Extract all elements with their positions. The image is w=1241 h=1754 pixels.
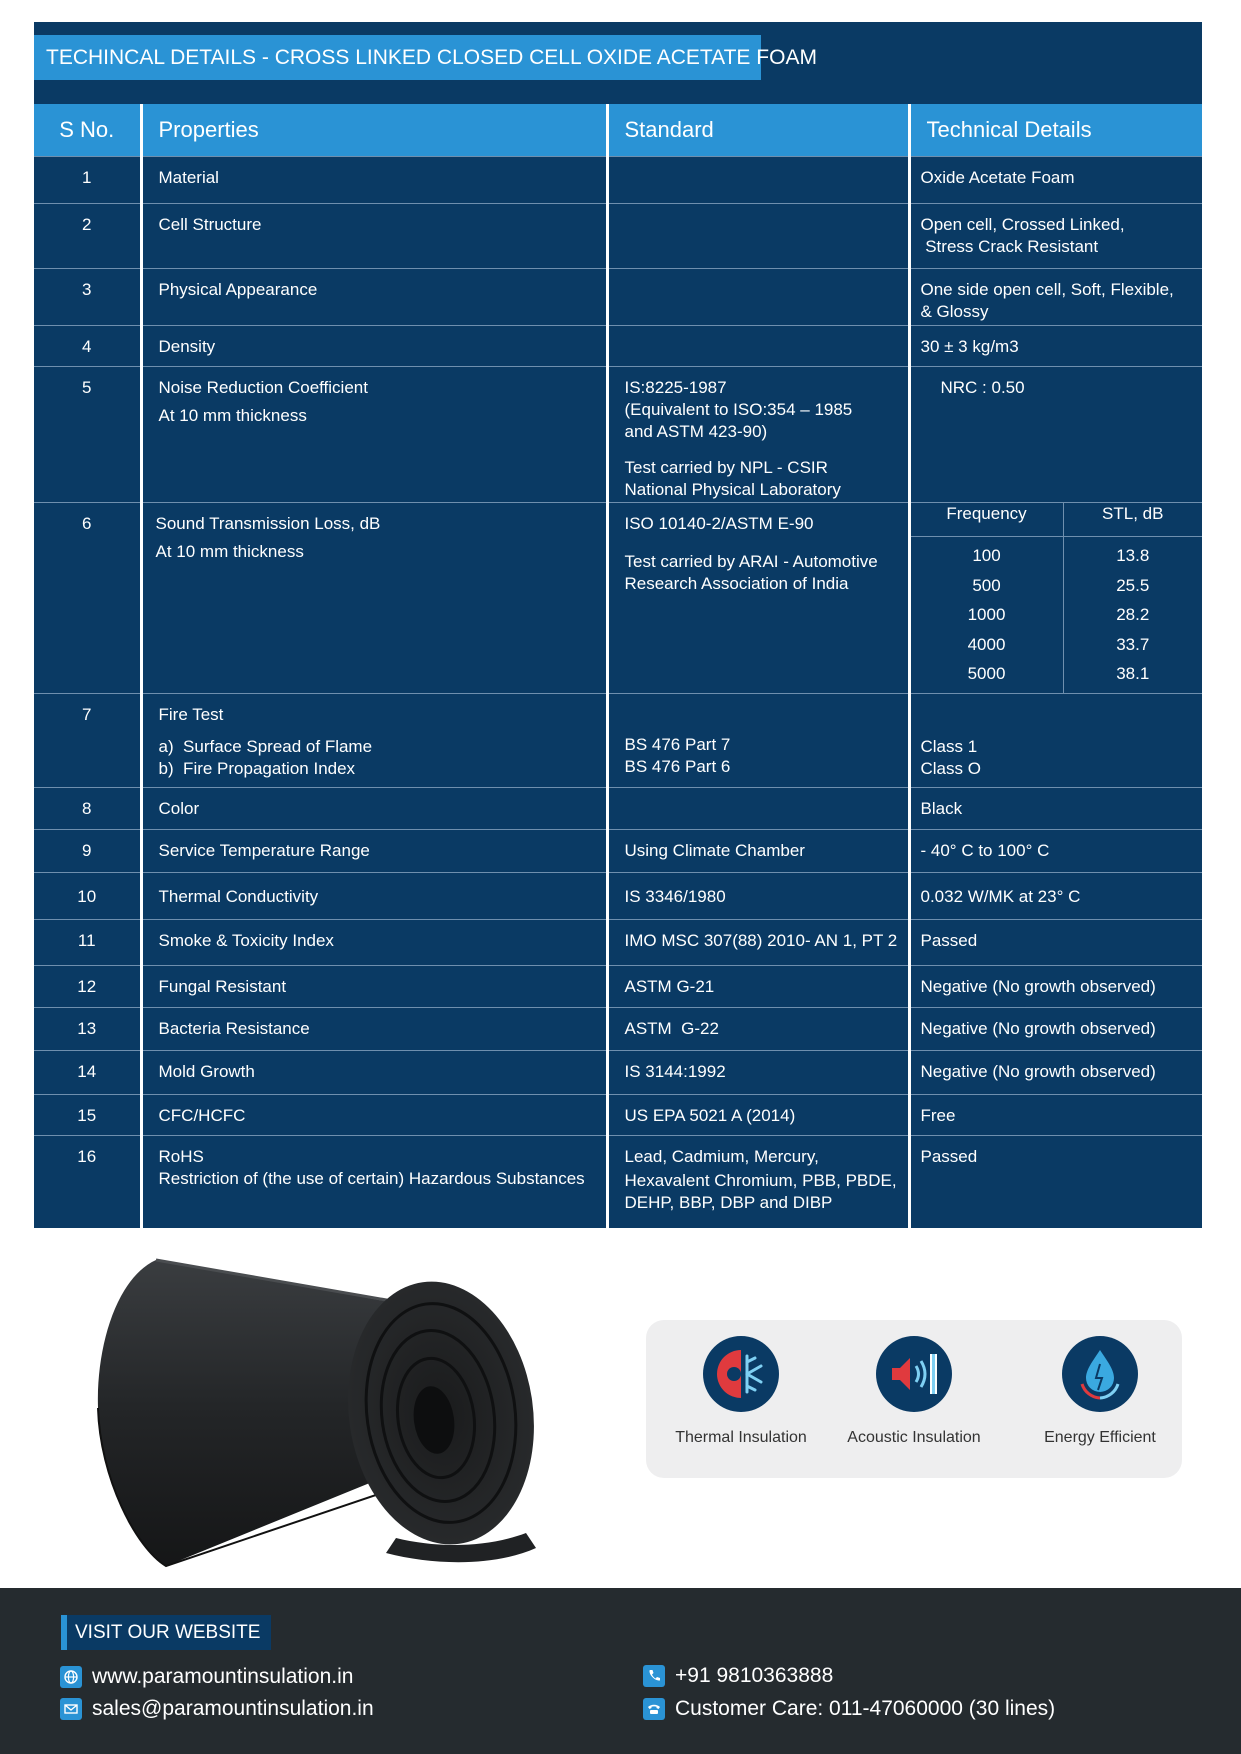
customer-care-link[interactable]: Customer Care: 011-47060000 (30 lines) [643, 1697, 1055, 1721]
row-number: 14 [34, 1050, 141, 1094]
feature-badges [646, 1320, 1182, 1478]
table-row [34, 1135, 1202, 1229]
details-cell: 0.032 W/MK at 23° C [909, 872, 1202, 919]
stl-header-frequency: Frequency [911, 503, 1064, 537]
row-number: 16 [34, 1135, 141, 1229]
row-number: 12 [34, 965, 141, 1007]
table-row [34, 1050, 1202, 1094]
row-number: 1 [34, 157, 141, 204]
stl-row: 500 25.5 [911, 575, 1203, 605]
globe-icon [60, 1666, 82, 1688]
property-cell: Cell Structure [141, 204, 607, 269]
table-row [34, 367, 1202, 503]
property-cell: Smoke & Toxicity Index [141, 919, 607, 965]
foam-roll-image [96, 1248, 546, 1578]
stl-row: 5000 38.1 [911, 663, 1203, 693]
details-cell: - 40° C to 100° C [909, 829, 1202, 872]
details-cell: Open cell, Crossed Linked, Stress Crack Resistant [909, 204, 1202, 269]
standard-cell [607, 157, 909, 204]
details-cell: Passed [909, 919, 1202, 965]
email-link[interactable]: sales@paramountinsulation.in [60, 1697, 374, 1721]
table-row [34, 872, 1202, 919]
row-number: 10 [34, 872, 141, 919]
standard-cell [607, 787, 909, 829]
property-cell: Noise Reduction Coefficient At 10 mm thickness [141, 367, 607, 503]
energy-icon [1062, 1336, 1138, 1412]
row-number: 4 [34, 326, 141, 367]
page-title: TECHINCAL DETAILS - CROSS LINKED CLOSED CELL OXIDE ACETATE FOAM [34, 35, 761, 80]
property-cell: Color [141, 787, 607, 829]
standard-cell: Lead, Cadmium, Mercury, Hexavalent Chromium, PBB, PBDE, DEHP, BBP, DBP and DIBP [607, 1135, 909, 1229]
details-cell: Oxide Acetate Foam [909, 157, 1202, 204]
table-row [34, 693, 1202, 787]
row-number: 7 [34, 693, 141, 787]
row-number: 5 [34, 367, 141, 503]
property-cell: Material [141, 157, 607, 204]
stl-row: 4000 33.7 [911, 634, 1203, 664]
property-cell: Bacteria Resistance [141, 1007, 607, 1050]
stl-table [911, 503, 1203, 693]
table-row [34, 157, 1202, 204]
standard-cell: BS 476 Part 7 BS 476 Part 6 [607, 693, 909, 787]
standard-cell: ASTM G-22 [607, 1007, 909, 1050]
details-cell: 30 ± 3 kg/m3 [909, 326, 1202, 367]
standard-cell: Using Climate Chamber [607, 829, 909, 872]
standard-cell: ASTM G-21 [607, 965, 909, 1007]
standard-cell: ISO 10140-2/ASTM E-90 Test carried by ARAI - Automotive Research Association of India [607, 503, 909, 694]
property-cell: Sound Transmission Loss, dB At 10 mm thickness [141, 503, 607, 694]
property-cell: Density [141, 326, 607, 367]
table-row [34, 269, 1202, 326]
property-cell: RoHS Restriction of (the use of certain) Hazardous Substances [141, 1135, 607, 1229]
table-row [34, 1094, 1202, 1135]
details-cell: Negative (No growth observed) [909, 1050, 1202, 1094]
property-cell: Physical Appearance [141, 269, 607, 326]
table-row [34, 829, 1202, 872]
acoustic-icon [876, 1336, 952, 1412]
table-row [34, 1007, 1202, 1050]
row-number: 11 [34, 919, 141, 965]
stl-row: 1000 28.2 [911, 604, 1203, 634]
table-row [34, 326, 1202, 367]
col-header-properties: Properties [141, 104, 607, 157]
standard-cell: IS 3144:1992 [607, 1050, 909, 1094]
badge-thermal: Thermal Insulation [651, 1336, 831, 1447]
property-cell: Fire Test a) Surface Spread of Flame b) Fire Propagation Index [141, 693, 607, 787]
details-cell: Negative (No growth observed) [909, 965, 1202, 1007]
stl-header-db: STL, dB [1063, 503, 1202, 537]
envelope-icon [60, 1698, 82, 1720]
row-number: 13 [34, 1007, 141, 1050]
thermal-icon [703, 1336, 779, 1412]
property-cell: Mold Growth [141, 1050, 607, 1094]
property-cell: Thermal Conductivity [141, 872, 607, 919]
standard-cell [607, 204, 909, 269]
table-row [34, 919, 1202, 965]
phone-icon [643, 1665, 665, 1687]
badge-acoustic: Acoustic Insulation [824, 1336, 1004, 1447]
standard-cell [607, 326, 909, 367]
col-header-standard: Standard [607, 104, 909, 157]
details-cell: One side open cell, Soft, Flexible, & Glossy [909, 269, 1202, 326]
standard-cell: US EPA 5021 A (2014) [607, 1094, 909, 1135]
property-cell: Service Temperature Range [141, 829, 607, 872]
visit-website-label: VISIT OUR WEBSITE [61, 1615, 271, 1650]
standard-cell: IS:8225-1987 (Equivalent to ISO:354 – 1985 and ASTM 423-90) Test carried by NPL - CSIR National Physical Laboratory [607, 367, 909, 503]
row-number: 2 [34, 204, 141, 269]
spec-table [34, 104, 1202, 1229]
property-cell: Fungal Resistant [141, 965, 607, 1007]
table-row [34, 787, 1202, 829]
table-row [34, 965, 1202, 1007]
row-number: 6 [34, 503, 141, 694]
stl-row: 100 13.8 [911, 545, 1203, 575]
row-number: 3 [34, 269, 141, 326]
row-number: 15 [34, 1094, 141, 1135]
stl-table-cell [909, 503, 1202, 694]
details-cell: Free [909, 1094, 1202, 1135]
details-cell: Black [909, 787, 1202, 829]
property-cell: CFC/HCFC [141, 1094, 607, 1135]
details-cell: Negative (No growth observed) [909, 1007, 1202, 1050]
details-cell: Class 1 Class O [909, 693, 1202, 787]
table-header-row [34, 104, 1202, 157]
telephone-icon [643, 1698, 665, 1720]
details-cell: Passed [909, 1135, 1202, 1229]
col-header-sno: S No. [34, 104, 141, 157]
row-number: 9 [34, 829, 141, 872]
table-row [34, 204, 1202, 269]
website-link[interactable]: www.paramountinsulation.in [60, 1665, 353, 1689]
badge-energy: Energy Efficient [1010, 1336, 1190, 1447]
phone-link[interactable]: +91 9810363888 [643, 1664, 833, 1688]
standard-cell: IS 3346/1980 [607, 872, 909, 919]
details-cell: NRC : 0.50 [909, 367, 1202, 503]
row-number: 8 [34, 787, 141, 829]
table-row [34, 503, 1202, 694]
standard-cell [607, 269, 909, 326]
col-header-details: Technical Details [909, 104, 1202, 157]
standard-cell: IMO MSC 307(88) 2010- AN 1, PT 2 [607, 919, 909, 965]
